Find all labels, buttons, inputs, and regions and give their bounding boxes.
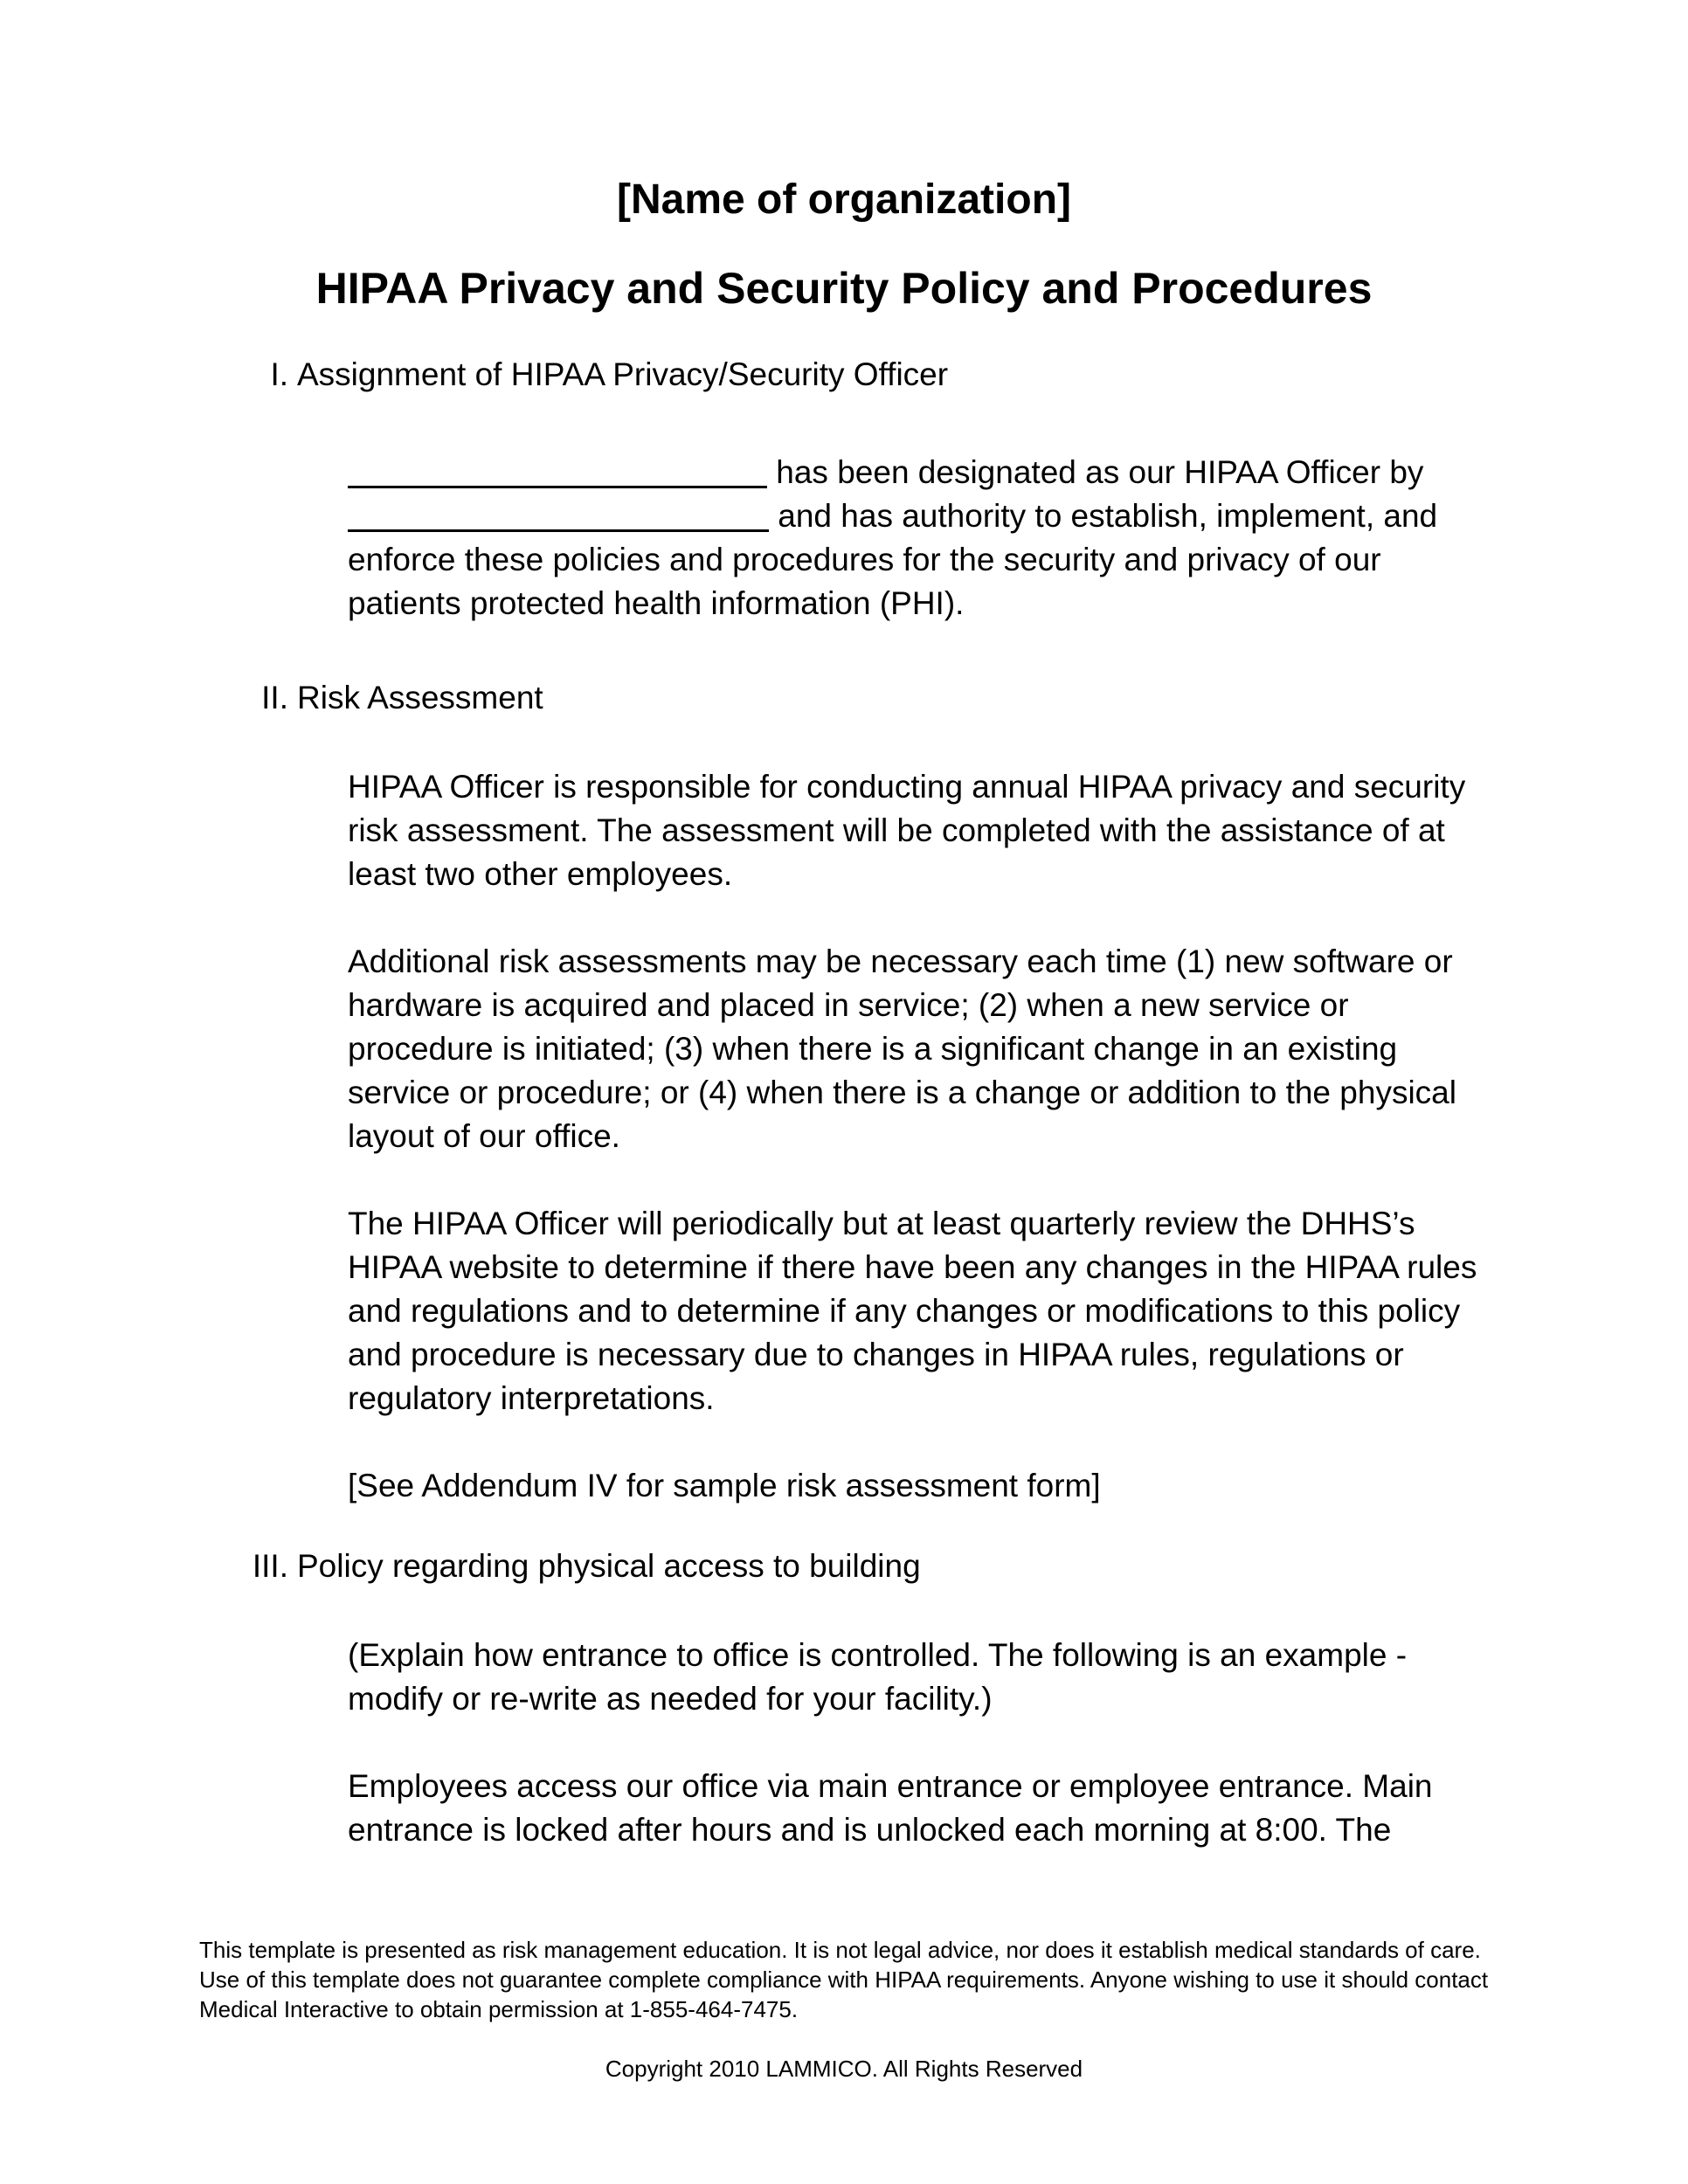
- officer-designation-line-1: has been designated as our HIPAA Officer by: [767, 454, 1424, 490]
- organization-name-placeholder: [Name of organization]: [616, 176, 1071, 223]
- section-heading-iii: [0, 1546, 1688, 1586]
- section-title-i: Assignment of HIPAA Privacy/Security Officer: [297, 356, 949, 392]
- section-numeral-ii: II.: [261, 680, 288, 715]
- section-heading-i: [0, 355, 1688, 395]
- section-numeral-i: I.: [270, 356, 288, 392]
- addendum-reference-note: [See Addendum IV for sample risk assessment form]: [348, 1468, 1101, 1503]
- risk-assessment-paragraph-1: HIPAA Officer is responsible for conducting annual HIPAA privacy and security risk assessment. The assessment will be completed with the assistance of at least two other employees.: [348, 769, 1466, 892]
- physical-access-paragraph: Employees access our office via main entrance or employee entrance. Main entrance is locked after hours and is unlocked each morning at 8:00. The: [348, 1768, 1433, 1848]
- document-body: [0, 355, 1688, 1852]
- hipaa-officer-name-blank[interactable]: [348, 458, 767, 488]
- document-title-block: [0, 176, 1688, 313]
- section-numeral-iii: III.: [252, 1548, 288, 1584]
- footer-disclaimer-text: This template is presented as risk management education. It is not legal advice, nor does it establish medical standards of care. Use of this template does not guarantee complete compliance with HIPAA requirements. Anyone wishing to use it should contact Medical Interactive to obtain permission at 1-855-464-7475.: [199, 1937, 1489, 2022]
- officer-designation-line-4: patients protected health information (PHI).: [348, 585, 965, 621]
- hipaa-officer-authority-blank[interactable]: [348, 501, 769, 532]
- section-heading-ii: [0, 678, 1688, 718]
- footer-copyright-text: Copyright 2010 LAMMICO. All Rights Reserved: [605, 2056, 1083, 2082]
- risk-assessment-paragraph-3: The HIPAA Officer will periodically but at least quarterly review the DHHS’s HIPAA website to determine if there have been any changes in the HIPAA rules and regulations and to determine if any changes or modifications to this policy and procedure is necessary due to changes in HIPAA rules, regulations or regulatory interpretations.: [348, 1206, 1477, 1416]
- page-footer: [0, 1935, 1688, 2084]
- risk-assessment-paragraph-2: Additional risk assessments may be necessary each time (1) new software or hardware is acquired and placed in service; (2) when a new service or procedure is initiated; (3) when there is a significant change in an existing service or procedure; or (4) when there is a change or addition to the physical layout of our office.: [348, 943, 1456, 1154]
- section-title-ii: Risk Assessment: [297, 680, 543, 715]
- officer-designation-line-2: and has authority to establish, implement, and: [769, 498, 1438, 534]
- section-title-iii: Policy regarding physical access to building: [297, 1548, 921, 1584]
- physical-access-instruction-note: (Explain how entrance to office is controlled. The following is an example - modify or re-write as needed for your facility.): [348, 1637, 1408, 1717]
- page-title: HIPAA Privacy and Security Policy and Procedures: [315, 264, 1373, 313]
- officer-designation-paragraph: [348, 451, 1485, 625]
- officer-designation-line-3: enforce these policies and procedures for the security and privacy of our: [348, 542, 1381, 577]
